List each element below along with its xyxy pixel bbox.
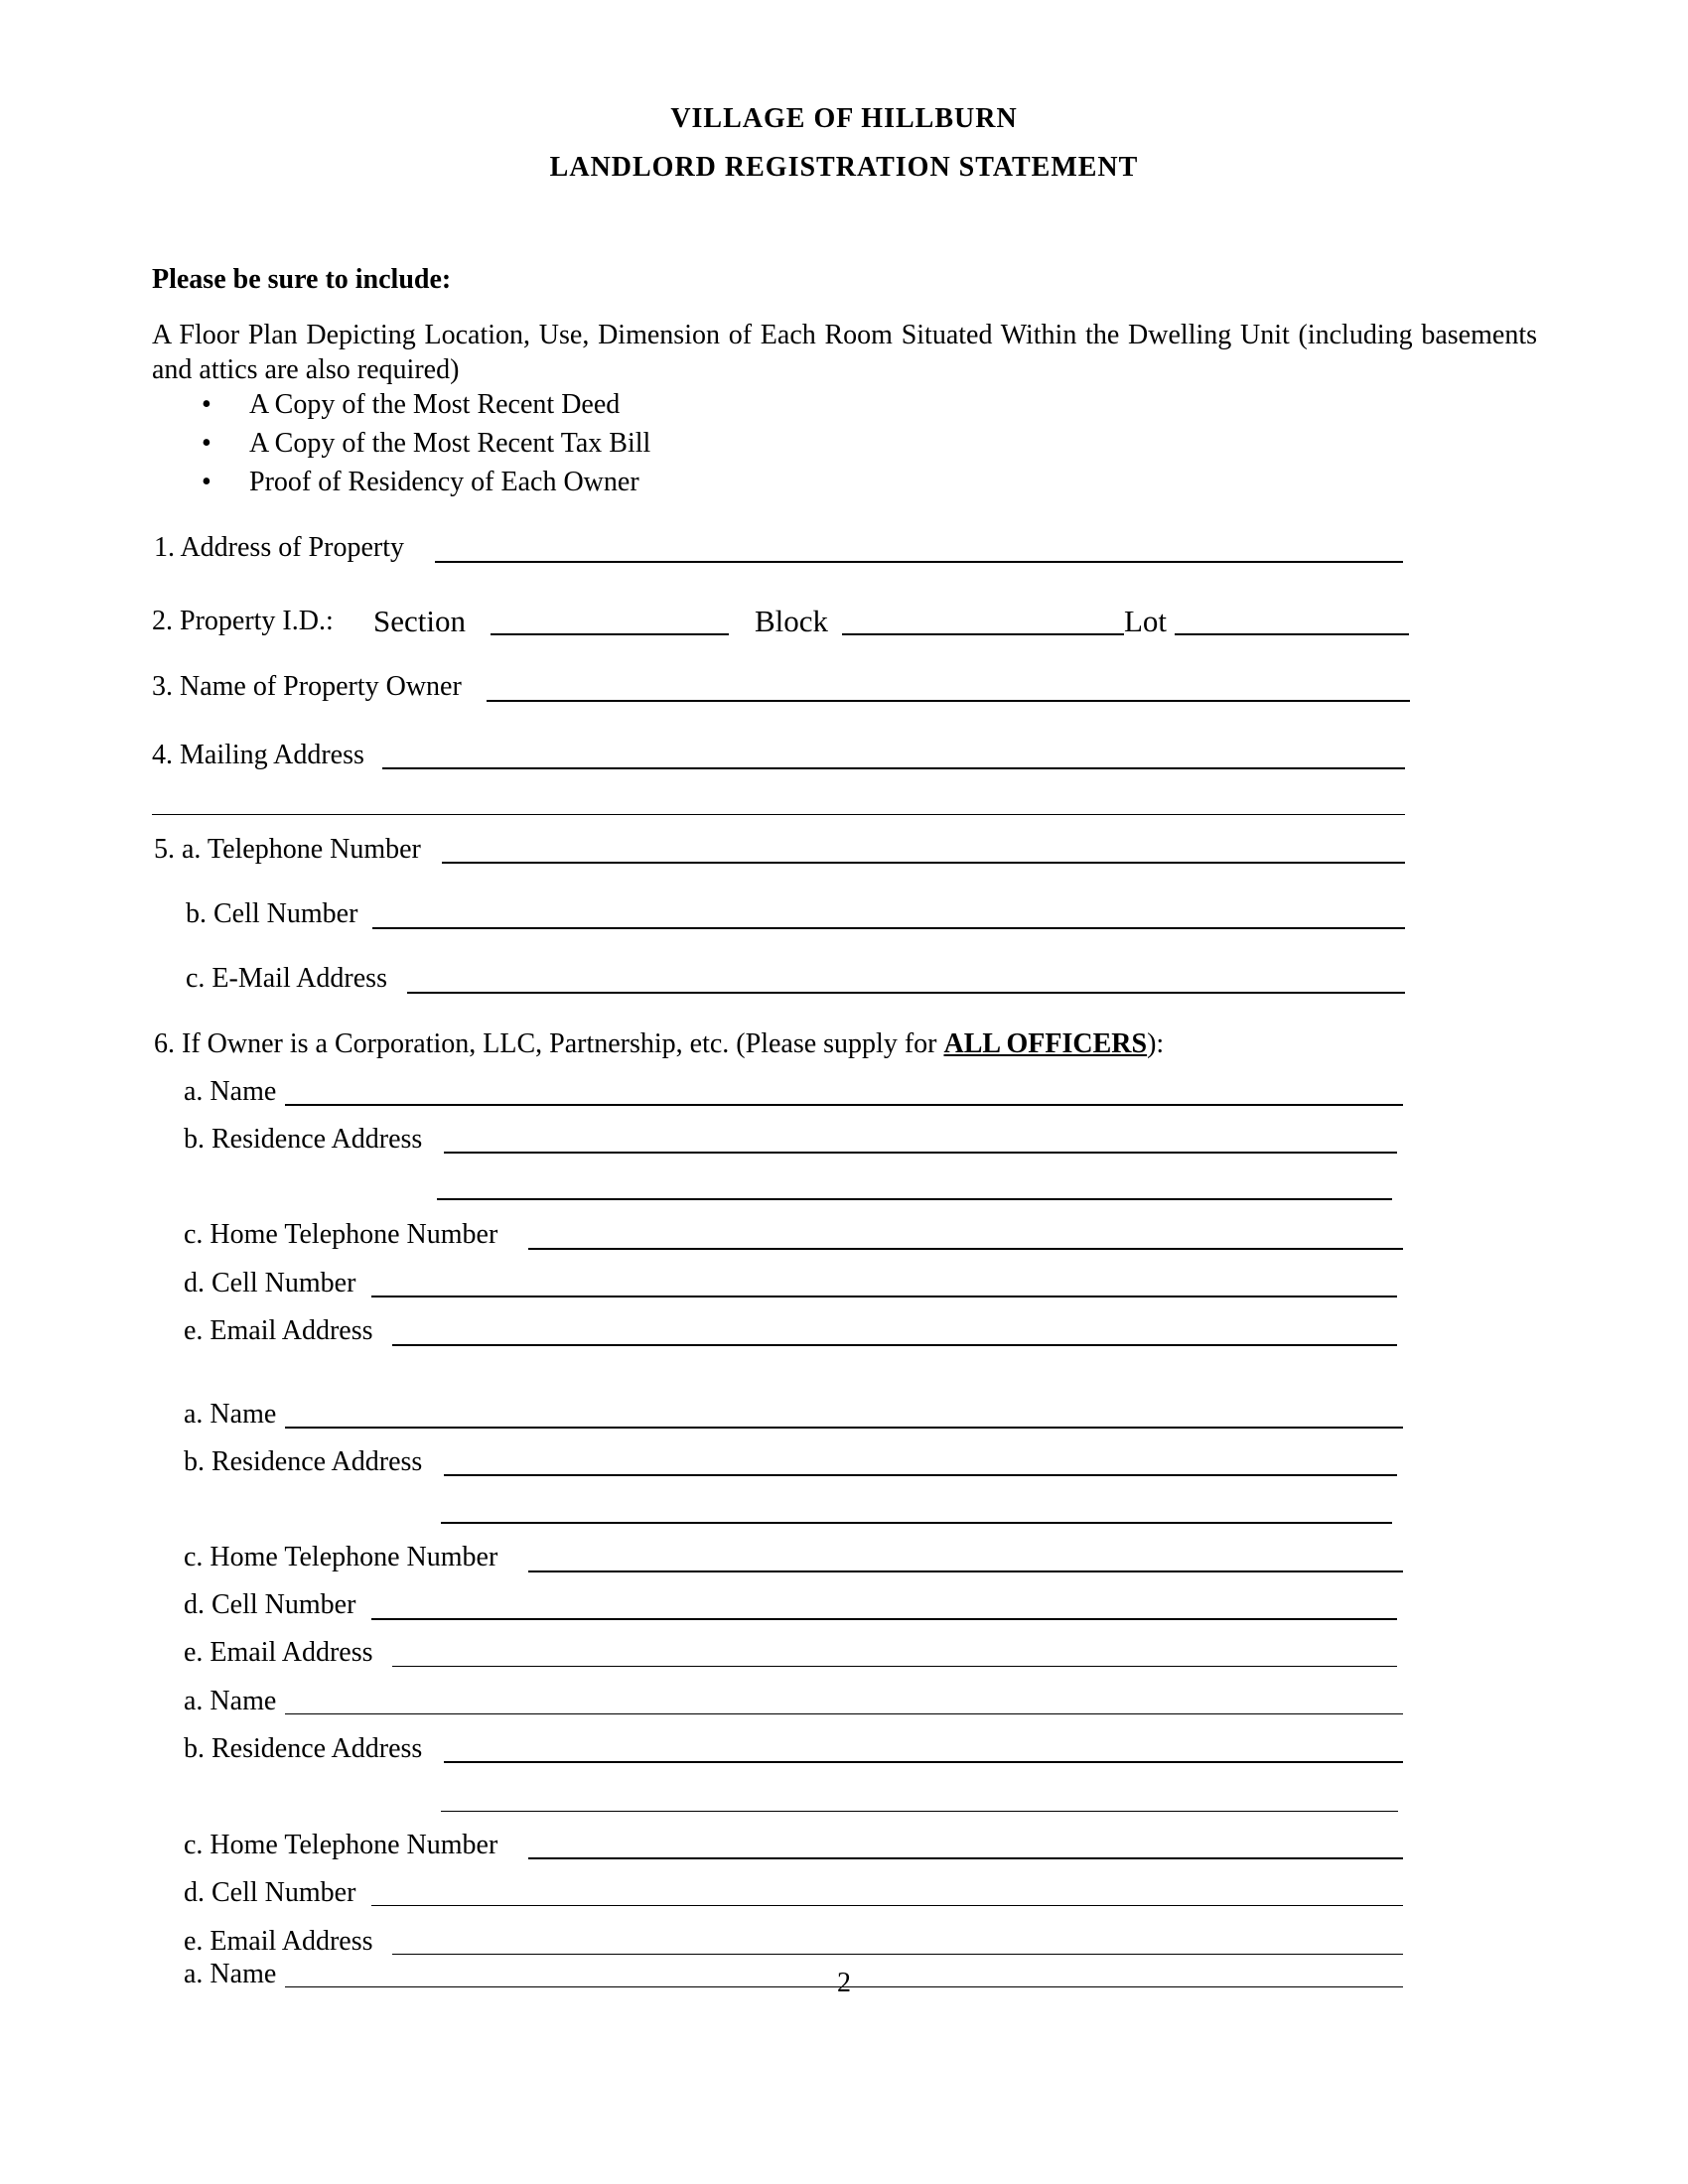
officer-1-email-label: e. Email Address — [184, 1315, 373, 1346]
officer-2-name-field[interactable] — [285, 1427, 1403, 1429]
form-title: VILLAGE OF HILLBURN — [670, 103, 1018, 134]
officer-2-cell-field[interactable] — [371, 1618, 1397, 1620]
page-number: 2 — [837, 1968, 851, 1998]
officer-1-cell-label: d. Cell Number — [184, 1268, 356, 1298]
officer-4-name-label: a. Name — [184, 1959, 277, 1989]
officer-1-name-field[interactable] — [285, 1104, 1403, 1106]
officer-2-residence-field[interactable] — [444, 1474, 1397, 1476]
address-field[interactable] — [435, 561, 1403, 563]
form-subtitle: LANDLORD REGISTRATION STATEMENT — [549, 152, 1139, 183]
list-item — [152, 424, 650, 463]
cell-field[interactable] — [372, 927, 1405, 929]
list-item — [152, 463, 650, 501]
officer-2-email-field[interactable] — [392, 1666, 1397, 1667]
include-intro: A Floor Plan Depicting Location, Use, Dimension of Each Room Situated Within the Dwelling Unit (including basements and attics are also required) — [152, 320, 1537, 385]
officer-3-email-field[interactable] — [392, 1954, 1403, 1955]
list-item-label: A Copy of the Most Recent Deed — [249, 389, 621, 420]
owner-name-label: 3. Name of Property Owner — [152, 671, 462, 702]
email-field[interactable] — [407, 992, 1405, 994]
property-id-label: 2. Property I.D.: — [152, 606, 334, 636]
telephone-label: 5. a. Telephone Number — [154, 834, 421, 865]
officer-2-name-label: a. Name — [184, 1399, 277, 1430]
section-label: Section — [373, 604, 466, 638]
officer-3-name-label: a. Name — [184, 1686, 277, 1716]
officer-3-home-phone-field[interactable] — [528, 1857, 1403, 1859]
block-field[interactable] — [842, 633, 1124, 635]
lot-field[interactable] — [1175, 633, 1409, 635]
list-item-label: Proof of Residency of Each Owner — [249, 467, 639, 497]
officers-intro — [154, 1028, 1164, 1060]
address-label: 1. Address of Property — [154, 532, 404, 563]
bullet-icon: • — [202, 467, 211, 497]
officer-2-email-label: e. Email Address — [184, 1637, 373, 1668]
officer-2-home-phone-field[interactable] — [528, 1570, 1403, 1572]
officer-1-residence-label: b. Residence Address — [184, 1124, 423, 1155]
officer-2-home-phone-label: c. Home Telephone Number — [184, 1542, 498, 1572]
bullet-icon: • — [202, 389, 211, 420]
officer-3-residence-field[interactable] — [444, 1761, 1403, 1763]
officers-intro-text: 6. If Owner is a Corporation, LLC, Partnership, etc. (Please supply for — [154, 1028, 944, 1059]
include-heading: Please be sure to include: — [152, 264, 452, 295]
telephone-field[interactable] — [442, 862, 1405, 864]
mailing-address-field-line-2[interactable] — [152, 814, 1405, 815]
required-documents-list — [152, 385, 650, 501]
officer-1-cell-field[interactable] — [371, 1296, 1397, 1297]
officer-3-cell-field[interactable] — [371, 1905, 1403, 1906]
officer-3-home-phone-label: c. Home Telephone Number — [184, 1830, 498, 1860]
officers-intro-close: ): — [1147, 1028, 1165, 1059]
officer-1-residence-field-line-2[interactable] — [437, 1198, 1392, 1200]
officer-1-home-phone-label: c. Home Telephone Number — [184, 1219, 498, 1250]
block-label: Block — [755, 604, 829, 638]
officer-3-residence-field-line-2[interactable] — [441, 1811, 1398, 1812]
section-field[interactable] — [491, 633, 729, 635]
officer-2-cell-label: d. Cell Number — [184, 1589, 356, 1620]
officer-2-residence-label: b. Residence Address — [184, 1446, 423, 1477]
email-label: c. E-Mail Address — [186, 963, 387, 994]
owner-name-field[interactable] — [487, 700, 1410, 702]
list-item — [152, 385, 650, 424]
mailing-address-label: 4. Mailing Address — [152, 740, 364, 770]
officer-3-cell-label: d. Cell Number — [184, 1877, 356, 1908]
officer-1-email-field[interactable] — [392, 1344, 1397, 1346]
list-item-label: A Copy of the Most Recent Tax Bill — [249, 428, 651, 459]
officer-1-home-phone-field[interactable] — [528, 1248, 1403, 1250]
officer-3-residence-label: b. Residence Address — [184, 1733, 423, 1764]
officers-emphasis: ALL OFFICERS — [943, 1028, 1148, 1059]
officer-1-residence-field[interactable] — [444, 1152, 1397, 1154]
mailing-address-field[interactable] — [382, 767, 1405, 769]
officer-1-name-label: a. Name — [184, 1076, 277, 1107]
officer-3-name-field[interactable] — [285, 1713, 1403, 1714]
officer-3-email-label: e. Email Address — [184, 1926, 373, 1957]
officer-2-residence-field-line-2[interactable] — [441, 1522, 1392, 1524]
cell-label: b. Cell Number — [186, 898, 358, 929]
lot-label: Lot — [1124, 604, 1168, 638]
bullet-icon: • — [202, 428, 211, 459]
